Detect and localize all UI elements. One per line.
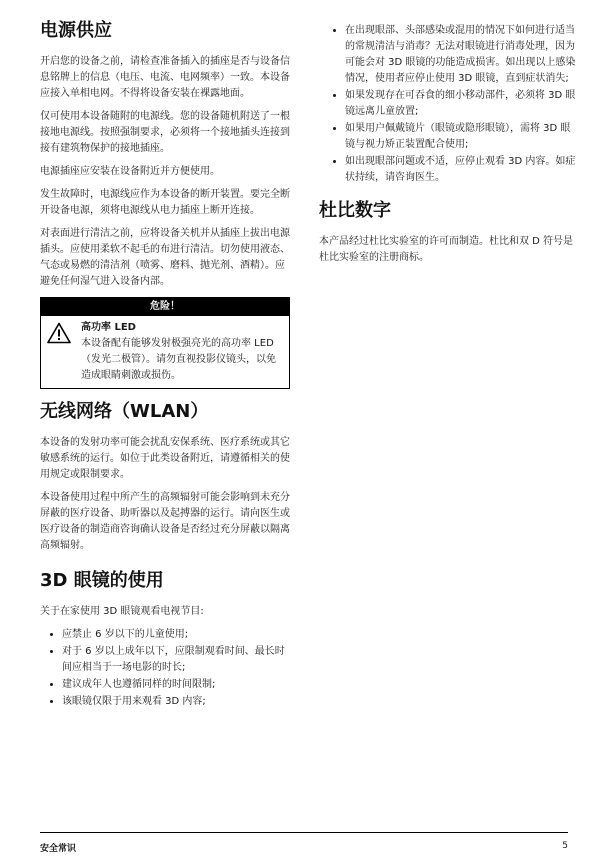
power-heading: 电源供应 [40, 20, 112, 41]
power-paragraph: 发生故障时，电源线应作为本设备的断开装置。要完全断开设备电源，须将电源线从电力插座上断开连接。 [40, 189, 290, 216]
power-paragraph: 仅可使用本设备随附的电源线。您的设备随机附送了一根接地电源线。按照强制要求，必须将一个接地插头连接到接有建筑物保护的接地插座。 [40, 111, 290, 154]
dolby-heading: 杜比数字 [319, 200, 391, 221]
power-paragraph: 开启您的设备之前，请检查准备插入的插座是否与设备信息铭牌上的信息（电压、电流、电网频率）一致。本设备应接入单相电网。不得将设备安装在裸露地面。 [40, 56, 290, 99]
glasses-list [40, 627, 290, 710]
page-footer [40, 832, 568, 854]
power-paragraph: 电源插座应安装在设备附近并方便使用。 [40, 166, 220, 177]
page-number: 5 [562, 841, 568, 851]
footer-section-title: 安全常识 [40, 844, 77, 854]
danger-box [40, 297, 290, 389]
wlan-paragraph: 本设备使用过程中所产生的高频辐射可能会影响到未充分屏蔽的医疗设备、助听器以及起搏器的运行。请向医生或医疗设备的制造商咨询确认设备是否经过充分屏蔽以隔离高频辐射。 [40, 492, 290, 551]
list-item: • 如果用户佩戴镜片（眼镜或隐形眼镜），需将 3D 眼镜与视力矫正装置配合使用; [345, 121, 577, 153]
wlan-paragraph: 本设备的发射功率可能会扰乱安保系统、医疗系统或其它敏感系统的运行。如位于此类设备附近，请遵循相关的使用规定或限制要求。 [40, 437, 290, 480]
list-item: • 如果发现存在可吞食的细小移动部件，必须将 3D 眼镜远离儿童放置; [345, 88, 577, 120]
power-paragraph: 对表面进行清洁之前，应将设备关机并从插座上拔出电源插头。应使用柔软不起毛的布进行清洁。切勿使用液态、气态或易燃的清洁剂（喷雾、磨料、抛光剂、酒精）。应避免任何湿气进入设备内部。 [40, 228, 290, 287]
dolby-paragraph: 本产品经过杜比实验室的许可而制造。杜比和双 D 符号是杜比实验室的注册商标。 [319, 236, 574, 263]
list-item: • 建议成年人也遵循同样的时间限制; [62, 677, 290, 693]
danger-description: 本设备配有能够发射极强亮光的高功率 LED（发光二极管）。请勿直视投影仪镜头，以免造成眼睛刺激或损伤。 [81, 338, 276, 381]
left-column [40, 20, 290, 718]
list-item: • 应禁止 6 岁以下的儿童使用; [62, 627, 290, 643]
right-column [319, 20, 577, 273]
danger-label: 危险！ [41, 298, 289, 316]
list-item: • 对于 6 岁以上成年以下，应限制观看时间、最长时间应相当于一场电影的时长; [62, 644, 290, 676]
glasses-intro: 关于在家使用 3D 眼镜观看电视节目: [40, 606, 204, 617]
list-item: • 如出现眼部问题或不适，应停止观看 3D 内容。如症状持续，请咨询医生。 [345, 154, 577, 186]
danger-title: 高功率 LED [81, 322, 136, 333]
warning-triangle-icon [47, 320, 73, 384]
glasses-heading: 3D 眼镜的使用 [40, 570, 164, 591]
list-item: • 在出现眼部、头部感染或混用的情况下如何进行适当的常规清洁与消毒？无法对眼镜进行消毒处理，因为可能会对 3D 眼镜的功能造成损害。如出现以上感染情况，使用者应停止使用 3D 眼镜，直到症状消失; [345, 23, 577, 87]
glasses-list-continued [319, 23, 577, 186]
wlan-heading: 无线网络（WLAN） [40, 401, 209, 422]
list-item: • 该眼镜仅限于用来观看 3D 内容; [62, 694, 290, 710]
